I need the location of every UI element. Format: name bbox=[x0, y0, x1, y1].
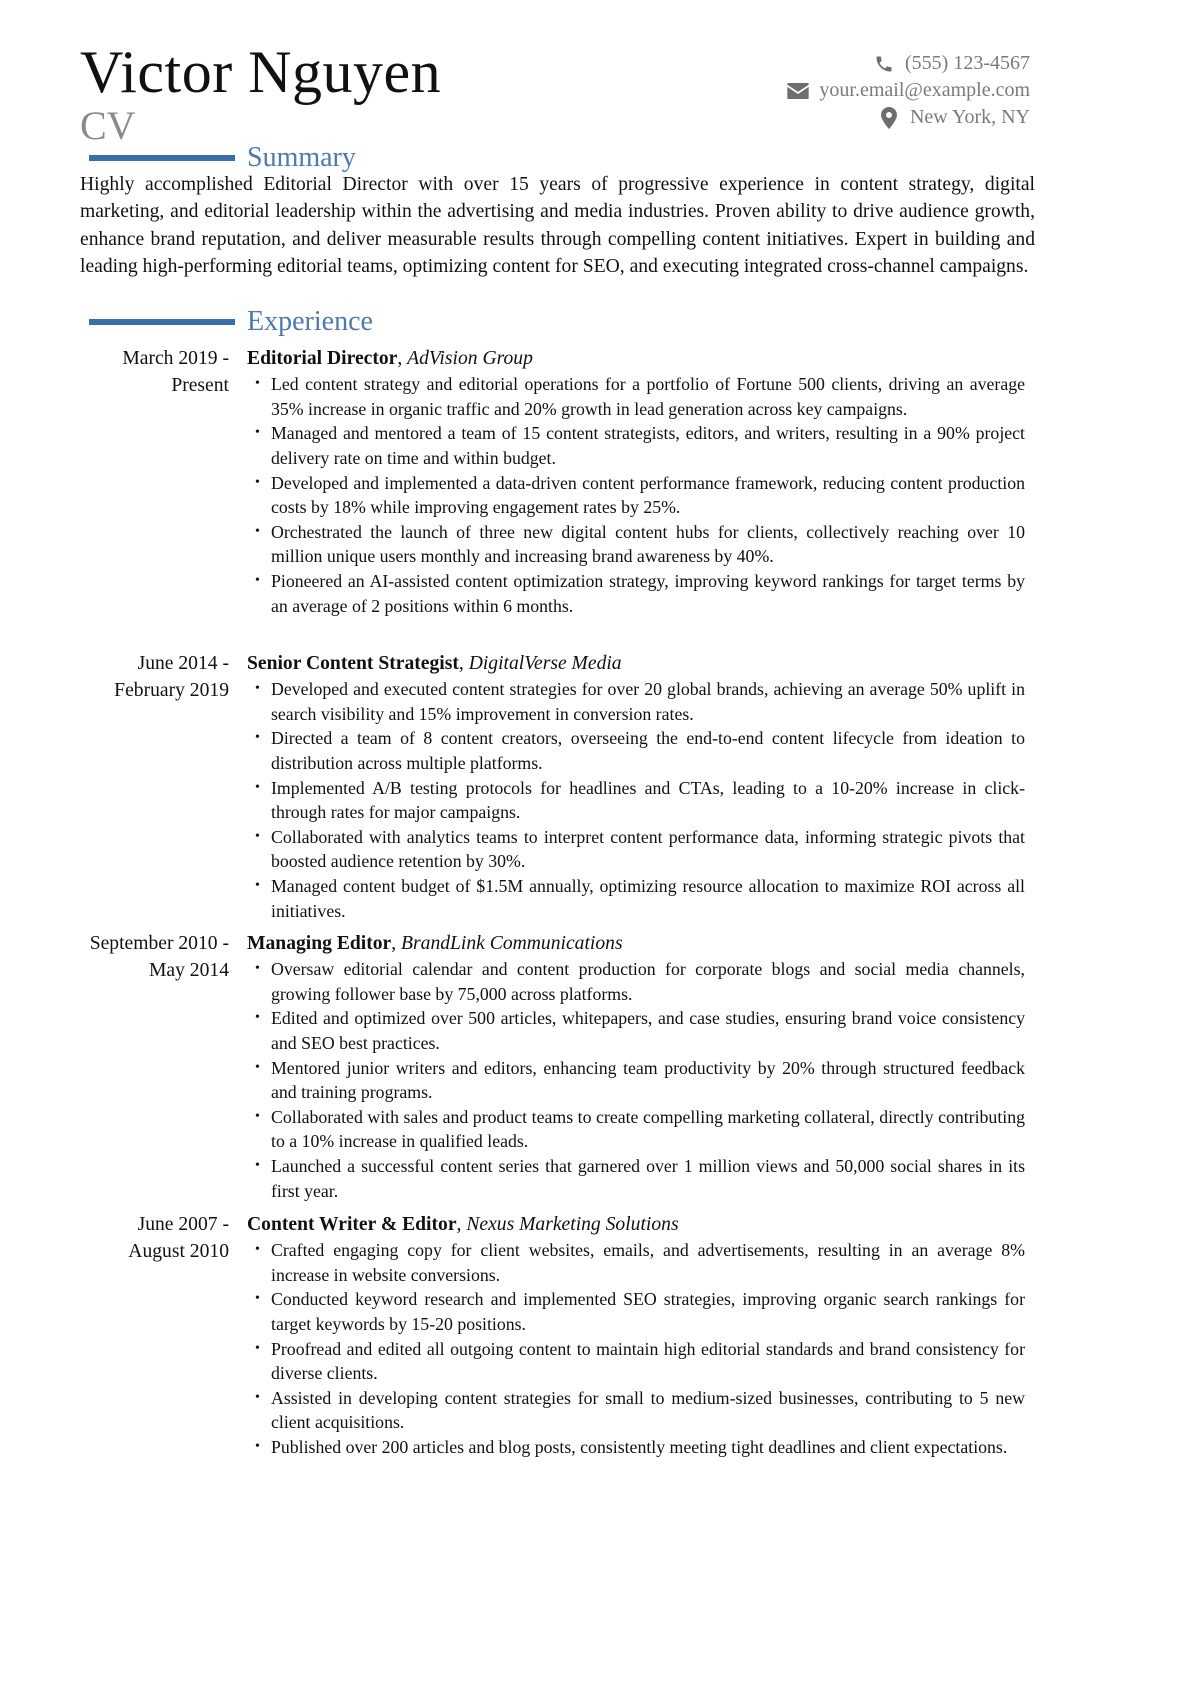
achievement-item: • Published over 200 articles and blog posts, consistently meeting tight deadlines and client expectations. bbox=[247, 1435, 1025, 1460]
achievement-item: • Led content strategy and editorial operations for a portfolio of Fortune 500 clients, driving an average 35% increase in organic traffic and 20% growth in lead generation across key campaigns. bbox=[247, 372, 1025, 421]
achievement-list bbox=[247, 677, 1025, 923]
achievement-item: • Pioneered an AI-assisted content optimization strategy, improving keyword rankings for target terms by an average of 2 positions within 6 months. bbox=[247, 569, 1025, 618]
contact-phone bbox=[787, 50, 1030, 77]
experience-dates: June 2007 - August 2010 bbox=[128, 1214, 229, 1263]
achievement-item: • Managed and mentored a team of 15 content strategists, editors, and writers, resulting in a 90% project delivery rate on time and within budget. bbox=[247, 421, 1025, 470]
achievement-item: • Crafted engaging copy for client websites, emails, and advertisements, resulting in an average 8% increase in website conversions. bbox=[247, 1238, 1025, 1287]
contact-email bbox=[787, 77, 1030, 104]
phone-number[interactable]: (555) 123-4567 bbox=[905, 52, 1030, 74]
summary-heading: Summary bbox=[247, 142, 356, 173]
achievement-list bbox=[247, 957, 1025, 1203]
title-separator: , bbox=[397, 348, 408, 369]
achievement-item: • Managed content budget of $1.5M annually, optimizing resource allocation to maximize ROI across all initiatives. bbox=[247, 874, 1025, 923]
contact-location bbox=[787, 104, 1030, 131]
experience-details bbox=[247, 930, 1025, 1203]
experience-dates: March 2019 - Present bbox=[122, 348, 229, 397]
job-role: Managing Editor bbox=[247, 933, 392, 954]
job-role: Senior Content Strategist bbox=[247, 653, 459, 674]
section-accent-bar bbox=[89, 319, 235, 325]
summary-section-header bbox=[89, 142, 356, 174]
experience-details bbox=[247, 1211, 1025, 1460]
achievement-item: • Orchestrated the launch of three new digital content hubs for clients, collectively reaching over 10 million unique users monthly and increasing brand awareness by 40%. bbox=[247, 520, 1025, 569]
experience-title bbox=[247, 930, 1025, 957]
experience-heading: Experience bbox=[247, 306, 373, 337]
envelope-icon bbox=[787, 81, 809, 101]
title-separator: , bbox=[456, 1214, 467, 1235]
candidate-name: Victor Nguyen bbox=[80, 39, 442, 105]
company-name: DigitalVerse Media bbox=[468, 653, 622, 674]
achievement-item: • Mentored junior writers and editors, enhancing team productivity by 20% through structured feedback and training programs. bbox=[247, 1056, 1025, 1105]
section-accent-bar bbox=[89, 155, 235, 161]
map-pin-icon bbox=[878, 108, 900, 128]
achievement-item: • Directed a team of 8 content creators, overseeing the end-to-end content lifecycle from ideation to distribution across multiple platforms. bbox=[247, 726, 1025, 775]
contact-info bbox=[787, 50, 1030, 131]
company-name: AdVision Group bbox=[407, 348, 533, 369]
achievement-item: • Oversaw editorial calendar and content production for corporate blogs and social media channels, growing follower base by 75,000 across platforms. bbox=[247, 957, 1025, 1006]
experience-title bbox=[247, 345, 1025, 372]
experience-dates: June 2014 - February 2019 bbox=[114, 653, 229, 702]
title-separator: , bbox=[458, 653, 469, 674]
achievement-list bbox=[247, 372, 1025, 618]
company-name: Nexus Marketing Solutions bbox=[466, 1214, 679, 1235]
experience-details bbox=[247, 650, 1025, 923]
achievement-item: • Collaborated with analytics teams to interpret content performance data, informing strategic pivots that boosted audience retention by 30%. bbox=[247, 825, 1025, 874]
experience-section-header bbox=[89, 306, 373, 338]
achievement-item: • Conducted keyword research and implemented SEO strategies, improving organic search rankings for target keywords by 15-20 positions. bbox=[247, 1287, 1025, 1336]
experience-title bbox=[247, 650, 1025, 677]
achievement-item: • Assisted in developing content strategies for small to medium-sized businesses, contributing to 5 new client acquisitions. bbox=[247, 1386, 1025, 1435]
company-name: BrandLink Communications bbox=[401, 933, 623, 954]
summary-text: Highly accomplished Editorial Director with over 15 years of progressive experience in content strategy, digital marketing, and editorial leadership within the advertising and media industries. Proven ability to drive audience growth, enhance brand reputation, and deliver measurable results through compelling content initiatives. Expert in building and leading high-performing editorial teams, optimizing content for SEO, and executing integrated cross-channel campaigns. bbox=[80, 174, 1035, 277]
achievement-list bbox=[247, 1238, 1025, 1459]
experience-dates: September 2010 - May 2014 bbox=[89, 933, 229, 982]
achievement-item: • Developed and implemented a data-driven content performance framework, reducing content production costs by 18% while improving engagement rates by 25%. bbox=[247, 471, 1025, 520]
achievement-item: • Developed and executed content strategies for over 20 global brands, achieving an average 50% uplift in search visibility and 15% improvement in conversion rates. bbox=[247, 677, 1025, 726]
location-text: New York, NY bbox=[909, 106, 1030, 128]
experience-details bbox=[247, 345, 1025, 618]
document-subtitle: CV bbox=[80, 103, 136, 148]
job-role: Content Writer & Editor bbox=[247, 1214, 457, 1235]
achievement-item: • Proofread and edited all outgoing content to maintain high editorial standards and brand consistency for diverse clients. bbox=[247, 1337, 1025, 1386]
job-role: Editorial Director bbox=[247, 348, 398, 369]
phone-icon bbox=[873, 54, 895, 74]
email-address[interactable]: your.email@example.com bbox=[819, 79, 1030, 101]
achievement-item: • Collaborated with sales and product teams to create compelling marketing collateral, directly contributing to a 10% increase in qualified leads. bbox=[247, 1105, 1025, 1154]
achievement-item: • Launched a successful content series that garnered over 1 million views and 50,000 social shares in its first year. bbox=[247, 1154, 1025, 1203]
experience-title bbox=[247, 1211, 1025, 1238]
achievement-item: • Edited and optimized over 500 articles, whitepapers, and case studies, ensuring brand voice consistency and SEO best practices. bbox=[247, 1006, 1025, 1055]
achievement-item: • Implemented A/B testing protocols for headlines and CTAs, leading to a 10-20% increase in click-through rates for major campaigns. bbox=[247, 776, 1025, 825]
title-separator: , bbox=[391, 933, 402, 954]
